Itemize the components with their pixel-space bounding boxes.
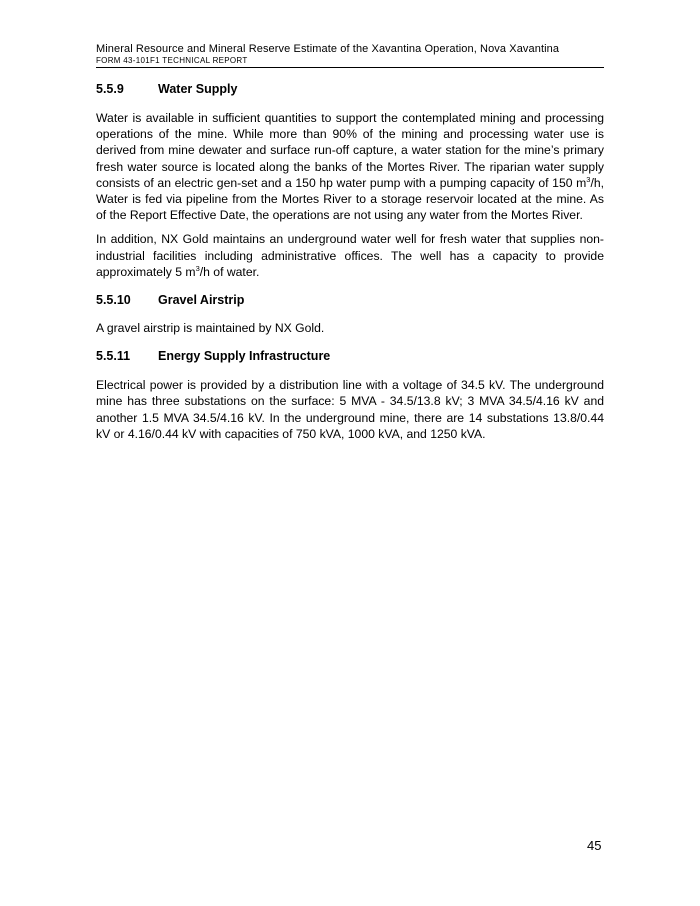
water-p2-superscript: 3 <box>195 263 200 273</box>
water-p2-text-b: /h of water. <box>199 264 260 279</box>
section-title: Water Supply <box>158 82 238 96</box>
header-rule <box>96 67 604 68</box>
section-title: Energy Supply Infrastructure <box>158 349 331 364</box>
header-title: Mineral Resource and Mineral Reserve Estimate of the Xavantina Operation, Nova Xavantina <box>96 43 560 55</box>
section-heading-energy-supply <box>96 348 604 364</box>
running-header <box>96 43 604 66</box>
airstrip-paragraph: A gravel airstrip is maintained by NX Gold. <box>96 321 325 336</box>
energy-paragraph: Electrical power is provided by a distribution line with a voltage of 34.5 kV. The underground mine has three substations on the surface: 5 MVA - 34.5/13.8 kV; 3 MVA 34.5/4.16 kV and another 1.5 MVA 34.5/4.16 kV. In the underground mine, there are 14 substations 13.8/0.44 kV or 4.16/0.44 kV with capacities of 750 kVA, 1000 kVA, and 1250 kVA. <box>96 378 604 441</box>
section-heading-gravel-airstrip <box>96 292 604 308</box>
water-paragraph-1 <box>96 110 604 223</box>
section-heading-water-supply <box>96 81 604 97</box>
water-p2-text-a: In addition, NX Gold maintains an underground water well for fresh water that supplies non-industrial facilities including administrative offices. The well has a capacity to provide approximately 5 m <box>96 232 604 279</box>
page-number: 45 <box>587 838 602 853</box>
water-p1-text-b: /h, Water is fed via pipeline from the Mortes River to a storage reservoir located at the mine. As of the Report Effective Date, the operations are not using any water from the Mortes River. <box>96 175 604 223</box>
section-number: 5.5.9 <box>96 82 124 96</box>
header-subtitle: FORM 43-101F1 TECHNICAL REPORT <box>96 56 248 65</box>
water-p1-superscript: 3 <box>586 174 591 184</box>
section-number: 5.5.10 <box>96 293 131 308</box>
water-paragraph-2 <box>96 231 604 280</box>
section-title: Gravel Airstrip <box>158 293 245 308</box>
section-number: 5.5.11 <box>96 349 131 364</box>
page-content <box>96 80 604 442</box>
water-p1-text-a: Water is available in sufficient quantities to support the contemplated mining and processing operations of the mine. While more than 90% of the mining and processing water use is derived from mine dewater and surface run-off capture, a water station for the mine’s primary fresh water source is located along the banks of the Mortes River. The riparian water supply consists of an electric gen-set and a 150 hp water pump with a pumping capacity of 150 m <box>96 111 604 190</box>
